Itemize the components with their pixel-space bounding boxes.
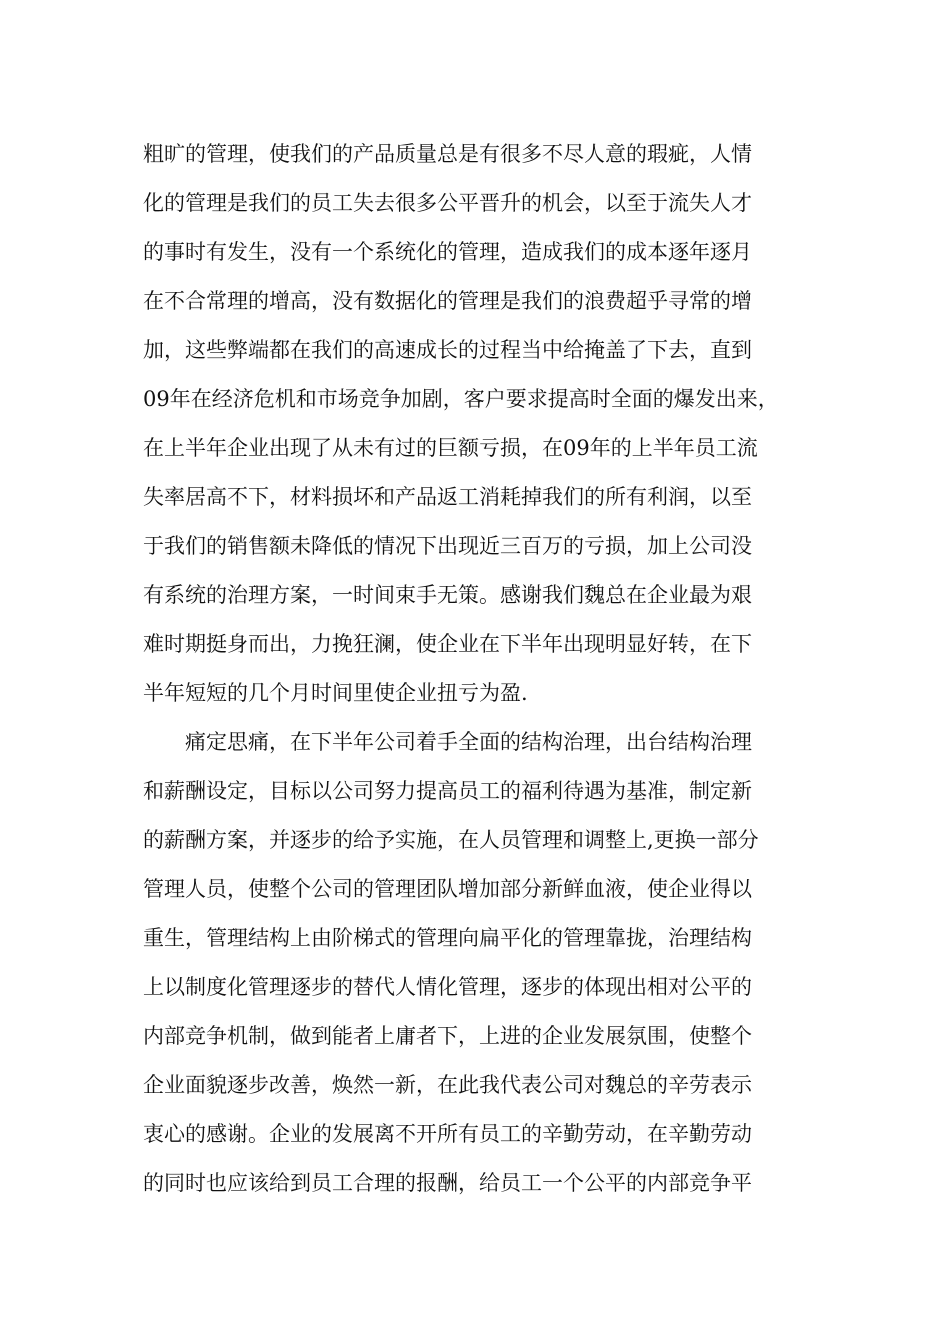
text-line: 加，这些弊端都在我们的高速成长的过程当中给掩盖了下去，直到	[143, 338, 752, 362]
text-line: 在上半年企业出现了从未有过的巨额亏损，在09年的上半年员工流	[143, 436, 758, 460]
text-line: 于我们的销售额未降低的情况下出现近三百万的亏损，加上公司没	[143, 534, 752, 558]
text-line: 的同时也应该给到员工合理的报酬，给员工一个公平的内部竞争平	[143, 1171, 752, 1195]
text-line: 的薪酬方案，并逐步的给予实施，在人员管理和调整上,更换一部分	[143, 828, 759, 852]
text-line: 重生，管理结构上由阶梯式的管理向扁平化的管理靠拢，治理结构	[143, 926, 752, 950]
document-body	[143, 130, 813, 1208]
text-line: 和薪酬设定，目标以公司努力提高员工的福利待遇为基准，制定新	[143, 779, 752, 803]
text-line: 上以制度化管理逐步的替代人情化管理，逐步的体现出相对公平的	[143, 975, 752, 999]
text-line: 化的管理是我们的员工失去很多公平晋升的机会，以至于流失人才	[143, 191, 752, 215]
text-line: 企业面貌逐步改善，焕然一新，在此我代表公司对魏总的辛劳表示	[143, 1073, 752, 1097]
text-line: 粗旷的管理，使我们的产品质量总是有很多不尽人意的瑕疵，人情	[143, 142, 752, 166]
text-line: 有系统的治理方案，一时间束手无策。感谢我们魏总在企业最为艰	[143, 583, 752, 607]
text-line: 失率居高不下，材料损坏和产品返工消耗掉我们的所有利润，以至	[143, 485, 752, 509]
text-line: 09年在经济危机和市场竞争加剧，客户要求提高时全面的爆发出来，	[143, 387, 779, 411]
text-line: 衷心的感谢。企业的发展离不开所有员工的辛勤劳动，在辛勤劳动	[143, 1122, 752, 1146]
text-line: 内部竞争机制，做到能者上庸者下，上进的企业发展氛围，使整个	[143, 1024, 752, 1048]
text-line: 在不合常理的增高，没有数据化的管理是我们的浪费超乎寻常的增	[143, 289, 752, 313]
text-line: 管理人员，使整个公司的管理团队增加部分新鲜血液，使企业得以	[143, 877, 752, 901]
text-line: 的事时有发生，没有一个系统化的管理，造成我们的成本逐年逐月	[143, 240, 752, 264]
paragraph-first-line: 痛定思痛，在下半年公司着手全面的结构治理，出台结构治理	[185, 730, 752, 754]
text-line: 难时期挺身而出，力挽狂澜，使企业在下半年出现明显好转，在下	[143, 632, 752, 656]
text-line: 半年短短的几个月时间里使企业扭亏为盈.	[143, 681, 528, 705]
